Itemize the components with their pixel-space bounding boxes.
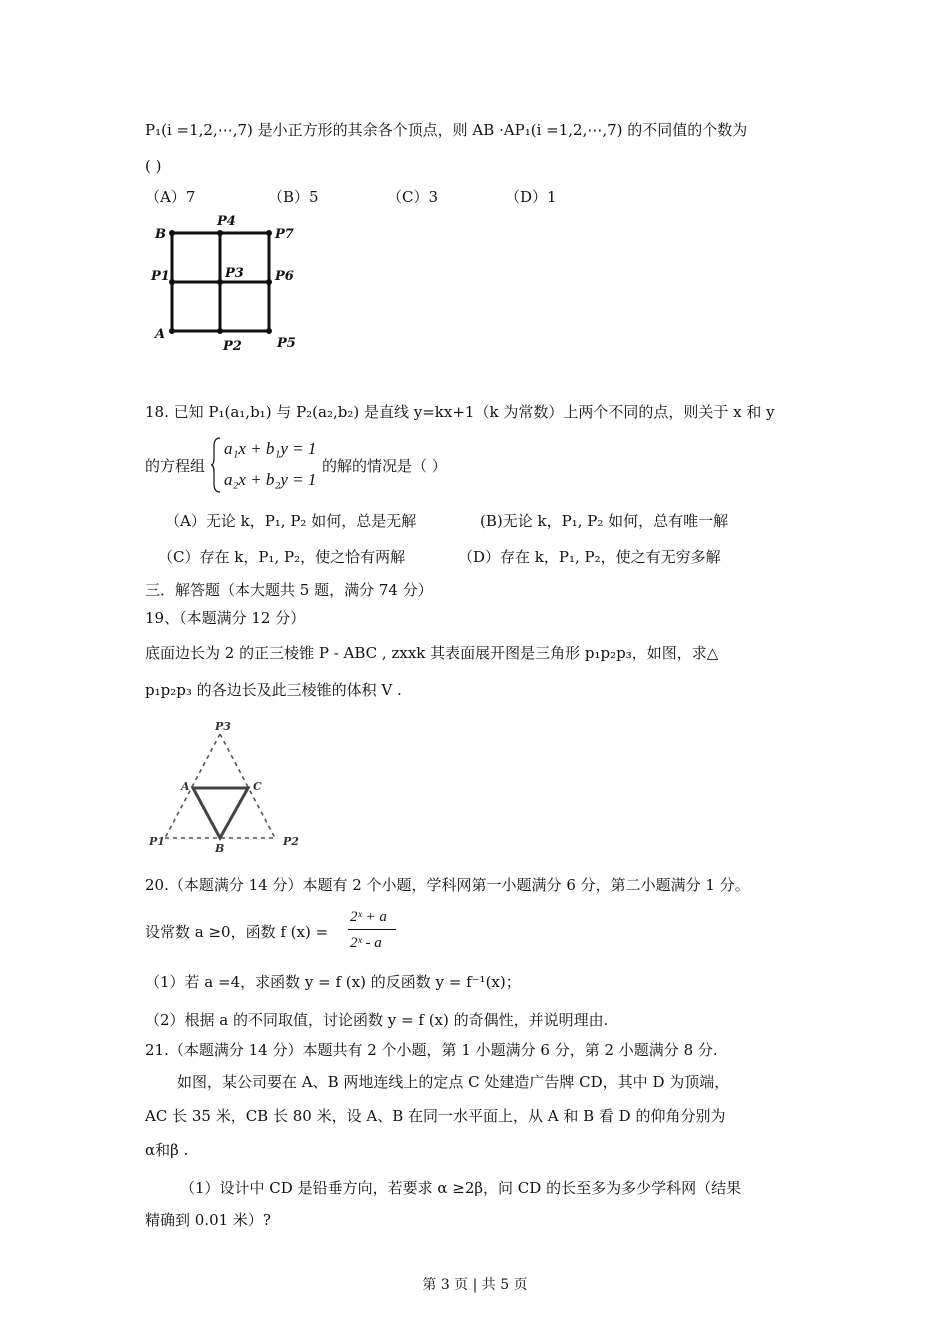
q18-line2-suffix: 的解的情况是（ ） bbox=[322, 457, 447, 475]
page-footer: 第 3 页 | 共 5 页 bbox=[422, 1277, 528, 1293]
label-P6: P6 bbox=[275, 269, 294, 284]
q20-sub2: （2）根据 a 的不同取值，讨论函数 y = f (x) 的奇偶性，并说明理由. bbox=[145, 1011, 609, 1029]
q18-option-d: （D）存在 k，P₁, P₂，使之有无穷多解 bbox=[458, 548, 721, 566]
label-P4: P4 bbox=[217, 214, 236, 229]
label-B: B bbox=[215, 842, 225, 855]
q19-net-figure bbox=[145, 720, 305, 855]
q17-line1: P₁(i =1,2,⋯,7) 是小正方形的其余各个顶点，则 AB ·AP₁(i =1,2,⋯,7) 的不同值的个数为 bbox=[145, 121, 748, 139]
label-P3: P3 bbox=[215, 720, 231, 733]
label-A: A bbox=[181, 780, 190, 793]
label-P2: P2 bbox=[223, 339, 242, 354]
label-P5: P5 bbox=[277, 336, 296, 351]
q21-sub1-line2: 精确到 0.01 米）? bbox=[145, 1211, 271, 1229]
q18-line2-prefix: 的方程组 bbox=[145, 457, 206, 475]
label-P2: P2 bbox=[283, 835, 299, 848]
label-P1: P1 bbox=[151, 269, 170, 284]
q21-sub1-line1: （1）设计中 CD 是铅垂方向，若要求 α ≥2β，问 CD 的长至多为多少学科网（结果 bbox=[180, 1179, 742, 1197]
label-P3: P3 bbox=[225, 266, 244, 281]
q17-paren: ( ) bbox=[145, 157, 162, 175]
q18-option-b: (B)无论 k，P₁, P₂ 如何，总有唯一解 bbox=[480, 512, 729, 530]
q17-option-b: （B）5 bbox=[268, 188, 319, 206]
q20-head: 20.（本题满分 14 分）本题有 2 个小题，学科网第一小题满分 6 分，第二小题满分 1 分。 bbox=[145, 876, 750, 894]
q20-denominator: 2ˣ - a bbox=[350, 935, 382, 951]
q20-line1-prefix: 设常数 a ≥0，函数 f (x) = bbox=[145, 923, 329, 941]
q21-line1: 如图，某公司要在 A、B 两地连线上的定点 C 处建造广告牌 CD，其中 D 为顶端， bbox=[177, 1073, 730, 1091]
q20-sub1: （1）若 a =4，求函数 y = f (x) 的反函数 y = f⁻¹(x)； bbox=[145, 973, 521, 991]
q18-brace bbox=[210, 436, 222, 494]
q17-option-a: （A）7 bbox=[145, 188, 196, 206]
q18-eq2: a₂x + b₂y = 1 bbox=[224, 470, 317, 489]
q21-head: 21.（本题满分 14 分）本题共有 2 个小题，第 1 小题满分 6 分，第 2 小题满分 8 分. bbox=[145, 1041, 718, 1059]
q20-fraction-bar bbox=[348, 929, 396, 930]
label-A: A bbox=[155, 327, 166, 342]
q17-grid-figure bbox=[145, 210, 305, 360]
q18-eq1: a₁x + b₁y = 1 bbox=[224, 439, 317, 458]
q18-line1: 18. 已知 P₁(a₁,b₁) 与 P₂(a₂,b₂) 是直线 y=kx+1（k 为常数）上两个不同的点，则关于 x 和 y bbox=[145, 403, 775, 421]
q17-option-d: （D）1 bbox=[505, 188, 557, 206]
label-P1: P1 bbox=[149, 835, 165, 848]
q19-line1: 底面边长为 2 的正三棱锥 P - ABC , zxxk 其表面展开图是三角形 p₁p₂p₃，如图，求△ bbox=[145, 644, 719, 662]
q19-head: 19、（本题满分 12 分） bbox=[145, 609, 306, 627]
label-C: C bbox=[253, 780, 262, 793]
q18-option-a: （A）无论 k，P₁, P₂ 如何，总是无解 bbox=[165, 512, 417, 530]
q19-line2: p₁p₂p₃ 的各边长及此三棱锥的体积 V . bbox=[145, 681, 402, 699]
q21-line3: α和β . bbox=[145, 1141, 189, 1159]
q20-numerator: 2ˣ + a bbox=[350, 909, 387, 925]
q18-option-c: （C）存在 k，P₁, P₂，使之恰有两解 bbox=[158, 548, 406, 566]
section-3-title: 三．解答题（本大题共 5 题，满分 74 分） bbox=[145, 581, 433, 599]
label-P7: P7 bbox=[275, 227, 294, 242]
q17-option-c: （C）3 bbox=[387, 188, 439, 206]
q21-line2: AC 长 35 米，CB 长 80 米，设 A、B 在同一水平面上，从 A 和 B 看 D 的仰角分别为 bbox=[145, 1107, 726, 1125]
label-B: B bbox=[155, 227, 166, 242]
